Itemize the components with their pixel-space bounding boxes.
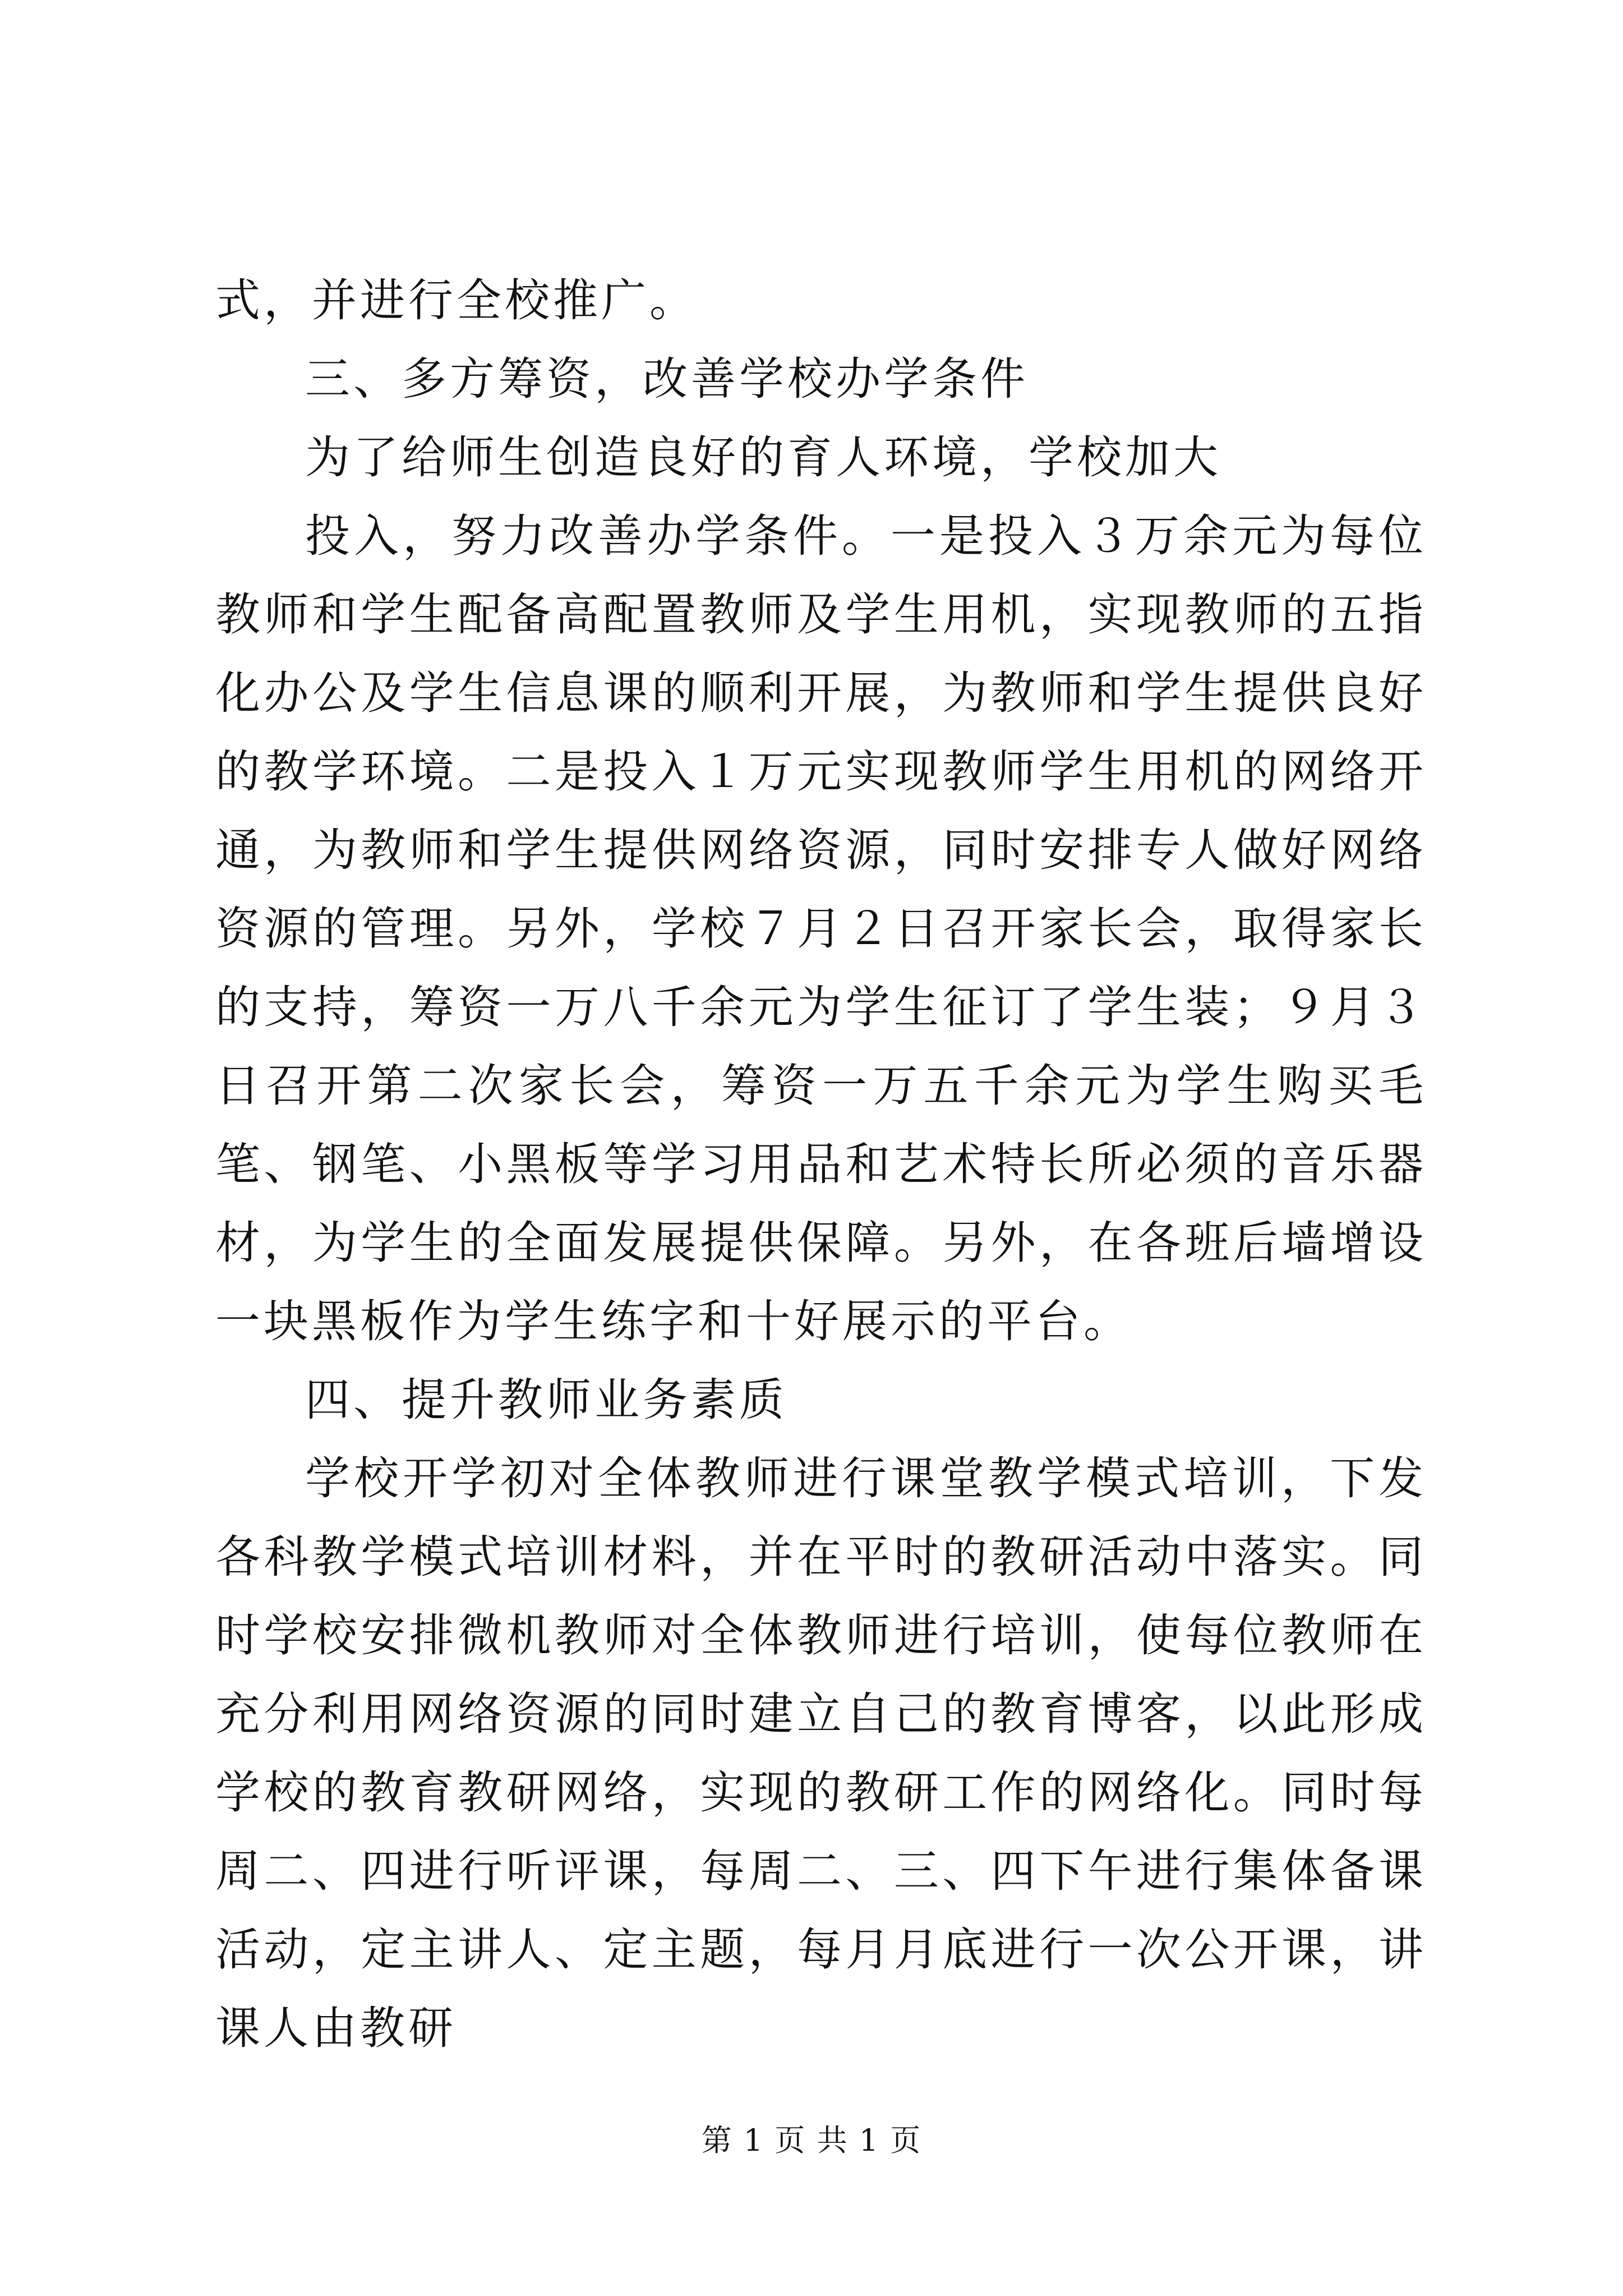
document-body [215, 261, 1427, 2068]
paragraph-investment: 投入，努力改善办学条件。一是投入３万余元为每位教师和学生配备高配置教师及学生用机，实现教师的五指化办公及学生信息课的顺利开展，为教师和学生提供良好的教学环境。二是投入１万元实现教师学生用机的网络开通，为教师和学生提供网络资源，同时安排专人做好网络资源的管理。另外，学校７月２日召开家长会，取得家长的支持，筹资一万八千余元为学生征订了学生装；９月３日召开第二次家长会，筹资一万五千余元为学生购买毛笔、钢笔、小黑板等学习用品和艺术特长所必须的音乐器材，为学生的全面发展提供保障。另外，在各班后墙增设一块黑板作为学生练字和十好展示的平台。 [215, 510, 1427, 1347]
paragraph-intro: 为了给师生创造良好的育人环境，学校加大 [305, 431, 1221, 484]
paragraph-continuation: 式，并进行全校推广。 [215, 274, 698, 326]
page-footer: 第 1 页 共 1 页 [701, 2123, 922, 2158]
paragraph-training: 学校开学初对全体教师进行课堂教学模式培训，下发各科教学模式培训材料，并在平时的教研活动中落实。同时学校安排微机教师对全体教师进行培训，使每位教师在充分利用网络资源的同时建立自己的教育博客，以此形成学校的教育教研网络，实现的教研工作的网络化。同时每周二、四进行听评课，每周二、三、四下午进行集体备课活动，定主讲人、定主题，每月月底进行一次公开课，讲课人由教研 [215, 1452, 1427, 2054]
section-heading-four: 四、提升教师业务素质 [305, 1374, 787, 1426]
section-heading-three: 三、多方筹资，改善学校办学条件 [305, 353, 1029, 405]
